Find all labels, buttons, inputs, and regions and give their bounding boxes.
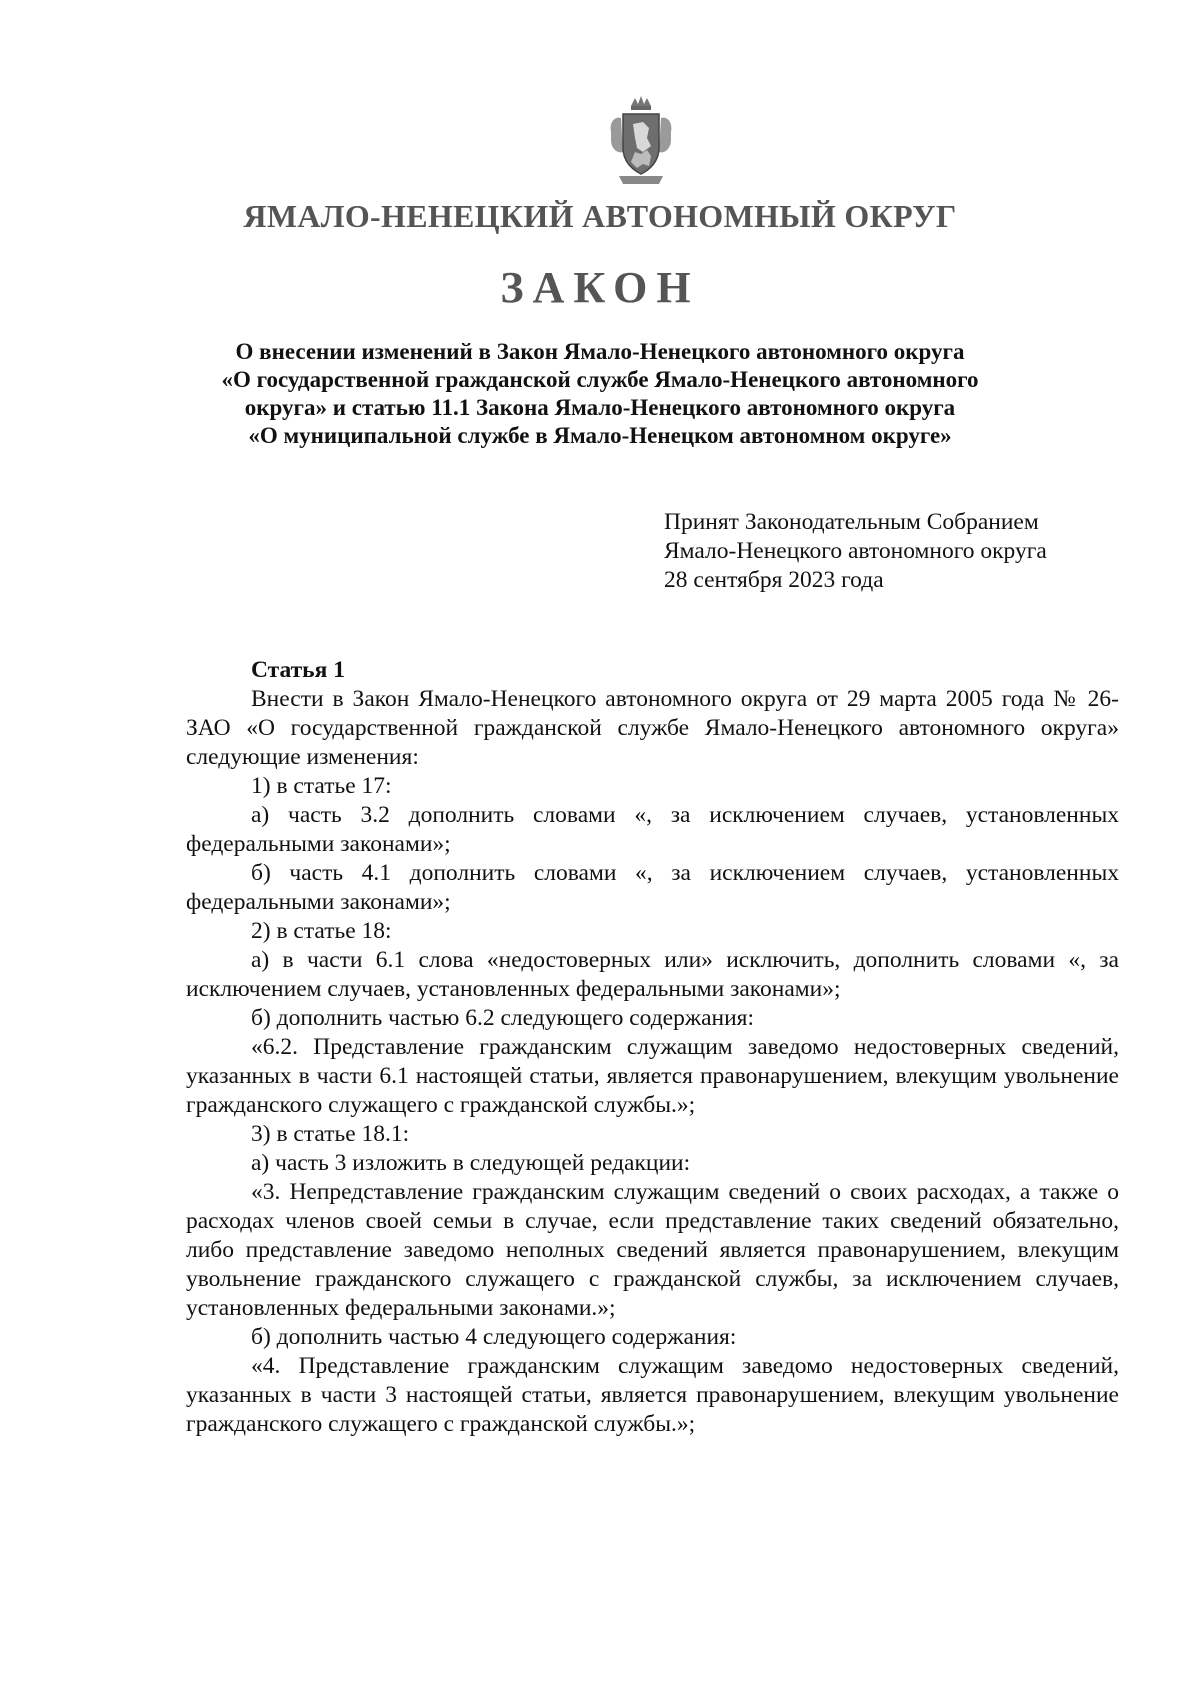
paragraph: а) в части 6.1 слова «недостоверных или» исключить, дополнить словами «, за исключением случаев, установленных федеральными законами»;	[186, 947, 1119, 1002]
article-body	[186, 656, 1119, 1439]
article-heading: Статья 1	[251, 657, 345, 683]
paragraph: а) часть 3 изложить в следующей редакции:	[251, 1150, 691, 1176]
paragraph: б) дополнить частью 6.2 следующего содержания:	[251, 1005, 755, 1031]
paragraph: б) дополнить частью 4 следующего содержания:	[251, 1324, 737, 1350]
adoption-note	[664, 508, 1124, 595]
paragraph: 1) в статье 17:	[251, 773, 392, 799]
paragraph: «3. Непредставление гражданским служащим сведений о своих расходах, а также о расходах членов своей семьи в случае, если представление таких сведений обязательно, либо представление заведомо неполных сведений является правонарушением, влекущим увольнение гражданского служащего с гражданской службы, за исключением случаев, установленных федеральными законами.»;	[186, 1179, 1119, 1321]
title-line: «О муниципальной службе в Ямало-Ненецком автономном округе»	[248, 423, 952, 448]
adoption-line: 28 сентября 2023 года	[664, 567, 884, 593]
title-line: округа» и статью 11.1 Закона Ямало-Ненецкого автономного округа	[244, 395, 956, 420]
paragraph: 2) в статье 18:	[251, 918, 392, 944]
coat-of-arms-icon	[605, 92, 677, 192]
paragraph: а) часть 3.2 дополнить словами «, за исключением случаев, установленных федеральными законами»;	[186, 802, 1119, 857]
paragraph: б) часть 4.1 дополнить словами «, за исключением случаев, установленных федеральными законами»;	[186, 860, 1119, 915]
paragraph: 3) в статье 18.1:	[251, 1121, 410, 1147]
paragraph: «4. Представление гражданским служащим заведомо недостоверных сведений, указанных в части 3 настоящей статьи, является правонарушением, влекущим увольнение гражданского служащего с гражданской службы.»;	[186, 1353, 1119, 1437]
adoption-line: Ямало-Ненецкого автономного округа	[664, 538, 1047, 564]
title-line: О внесении изменений в Закон Ямало-Ненецкого автономного округа	[235, 339, 965, 364]
adoption-line: Принят Законодательным Собранием	[664, 509, 1039, 535]
region-name: ЯМАЛО-НЕНЕЦКИЙ АВТОНОМНЫЙ ОКРУГ	[243, 198, 957, 234]
title-line: «О государственной гражданской службе Ямало-Ненецкого автономного	[221, 367, 979, 392]
document-type: ЗАКОН	[500, 263, 700, 312]
law-title	[140, 338, 1060, 450]
paragraph: «6.2. Представление гражданским служащим заведомо недостоверных сведений, указанных в части 6.1 настоящей статьи, является правонарушением, влекущим увольнение гражданского служащего с гражданской службы.»;	[186, 1034, 1119, 1118]
paragraph: Внести в Закон Ямало-Ненецкого автономного округа от 29 марта 2005 года № 26-ЗАО «О государственной гражданской службе Ямало-Ненецкого автономного округа» следующие изменения:	[186, 686, 1119, 770]
